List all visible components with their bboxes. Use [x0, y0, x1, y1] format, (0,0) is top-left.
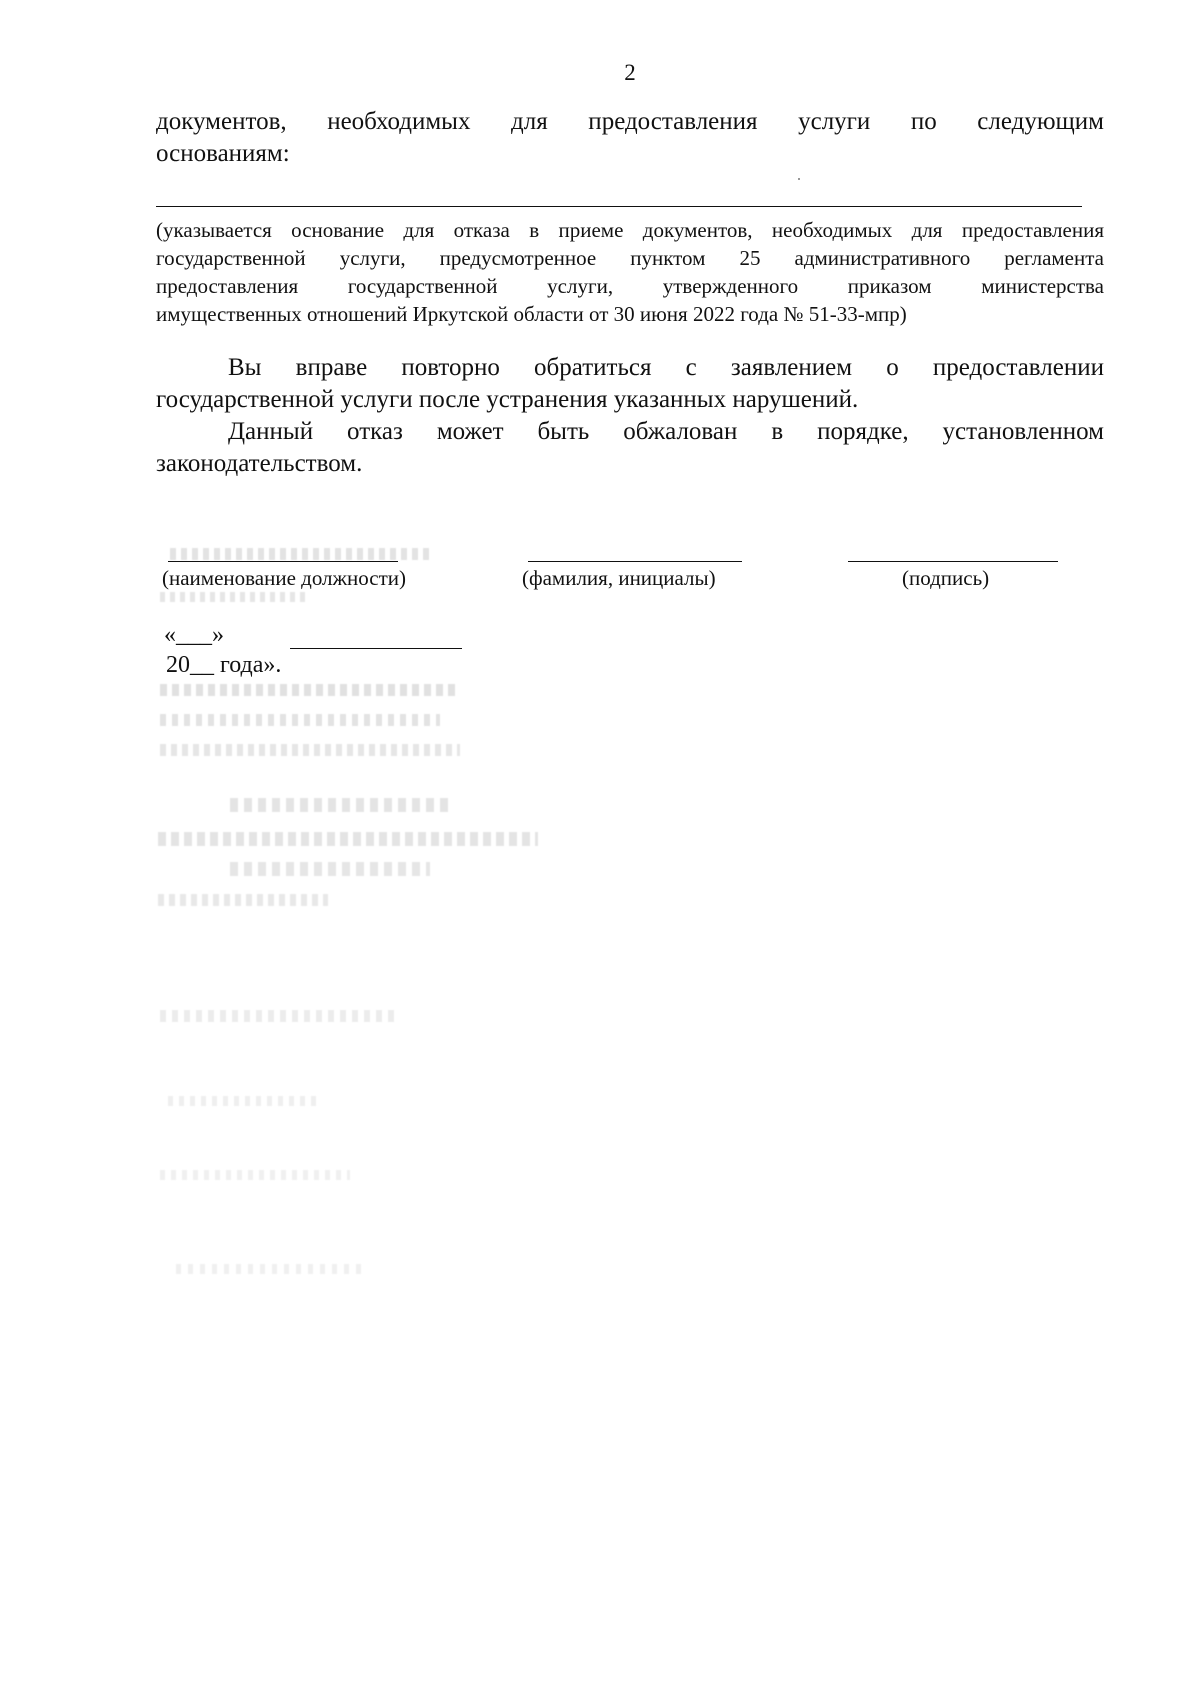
appeal-line-1: Данный отказ может быть обжалован в порядке, установленном [228, 418, 1104, 445]
reason-blank-line [156, 206, 1082, 207]
show-through-smudge [176, 1264, 366, 1274]
reason-note-line-2: государственной услуги, предусмотренное пунктом 25 административного регламента [156, 246, 1104, 270]
show-through-smudge [230, 798, 450, 812]
scan-speck [798, 178, 800, 180]
show-through-smudge [158, 894, 328, 906]
name-caption: (фамилия, инициалы) [522, 566, 716, 590]
position-caption: (наименование должности) [162, 566, 407, 590]
show-through-smudge [160, 684, 460, 696]
page-number: 2 [624, 60, 636, 85]
opening-line-1: документов, необходимых для предоставления услуги по следующим [156, 108, 1104, 135]
show-through-smudge [230, 862, 430, 876]
date-month-blank-line [290, 648, 462, 649]
reason-note-line-4: имущественных отношений Иркутской области от 30 июня 2022 года № 51-33-мпр) [156, 302, 907, 326]
name-blank-line [528, 561, 742, 562]
position-blank-line [168, 561, 398, 562]
date-day: «___» [164, 622, 224, 648]
signature-caption: (подпись) [902, 566, 990, 590]
show-through-smudge [160, 714, 440, 726]
reapply-line-2: государственной услуги после устранения указанных нарушений. [156, 386, 859, 413]
show-through-smudge [160, 592, 310, 602]
reason-note [156, 216, 1104, 328]
reason-note-line-1: (указывается основание для отказа в приеме документов, необходимых для предоставления [156, 218, 1104, 242]
reapply-line-1: Вы вправе повторно обратиться с заявлением о предоставлении [228, 354, 1104, 381]
show-through-smudge [160, 744, 460, 756]
show-through-smudge [168, 1096, 318, 1106]
show-through-smudge [160, 1010, 400, 1022]
show-through-smudge [170, 548, 430, 560]
opening-line-2: основаниям: [156, 140, 290, 167]
appeal-line-2: законодательством. [156, 450, 363, 477]
show-through-smudge [160, 1170, 350, 1180]
reason-note-line-3: предоставления государственной услуги, утвержденного приказом министерства [156, 274, 1104, 298]
date-year: 20__ года». [166, 652, 282, 678]
signature-blank-line [848, 561, 1058, 562]
show-through-smudge [158, 832, 538, 846]
